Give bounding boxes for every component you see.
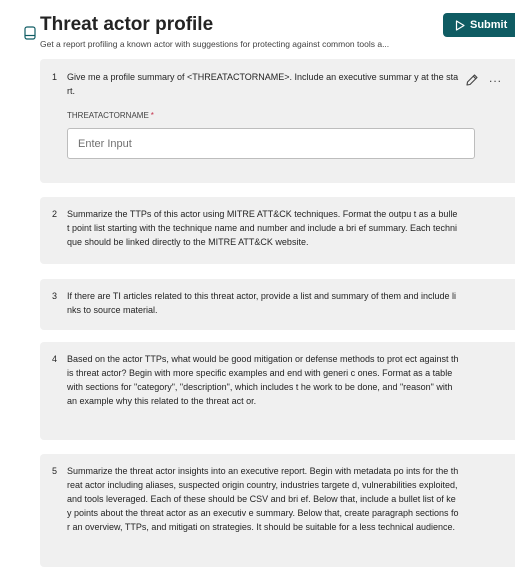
submit-button[interactable] [443, 13, 515, 37]
prompt-number: 2 [52, 209, 58, 219]
required-mark: * [150, 111, 154, 120]
book-icon [24, 26, 36, 40]
prompt-number: 3 [52, 291, 58, 301]
prompt-text: If there are TI articles related to this threat actor, provide a list and summary of them and include links to source material. [67, 291, 457, 315]
prompt-card-4[interactable] [40, 342, 515, 440]
more-options-icon[interactable]: ... [489, 71, 503, 85]
prompt-text: Summarize the threat actor insights into an executive report. Begin with metadata po ints for the threat actor including aliases, suspected origin country, industries targete d, vulnerabilities exploited, and tools leveraged. Each of these should be CSV and bri ef. Below that, include a bullet list of key points about the threat actor as an executiv e summary. Below that, create paragraph sections for an overview, TTPs, and mitigati on strategies. It should be suitable for a less technical audience. [67, 466, 459, 532]
prompt-text: Based on the actor TTPs, what would be good mitigation or defense methods to prot ect against this threat actor? Begin with more specific examples and end with generi c ones. Format as a table with sections for "category", "description", which includes t he work to be done, and "reason" with an example why this related to the threat act or. [67, 354, 459, 406]
prompt-number: 1 [52, 72, 58, 82]
prompt-card-5[interactable] [40, 454, 515, 567]
prompt-card-1[interactable] [40, 59, 515, 183]
threatactorname-input[interactable] [67, 128, 475, 159]
header [0, 0, 515, 56]
submit-label: Submit [470, 19, 508, 31]
pencil-icon[interactable] [465, 73, 479, 87]
page-title: Threat actor profile [40, 14, 214, 35]
prompt-text: Summarize the TTPs of this actor using MITRE ATT&CK techniques. Format the outpu t as a bullet point list starting with the technique name and number and include a bri ef summary. Each technique should be linked directly to the MITRE ATT&CK website. [67, 209, 458, 247]
field-label-text: THREATACTORNAME [67, 111, 149, 120]
prompt-card-3[interactable] [40, 279, 515, 330]
prompt-text: Give me a profile summary of <THREATACTORNAME>. Include an executive summar y at the start. [67, 72, 459, 96]
prompt-number: 4 [52, 354, 58, 364]
page-subtitle: Get a report profiling a known actor with suggestions for protecting against common tools a... [40, 39, 390, 49]
play-icon [455, 20, 465, 31]
prompt-card-2[interactable] [40, 197, 515, 264]
field-label [67, 111, 154, 120]
prompt-number: 5 [52, 466, 58, 476]
